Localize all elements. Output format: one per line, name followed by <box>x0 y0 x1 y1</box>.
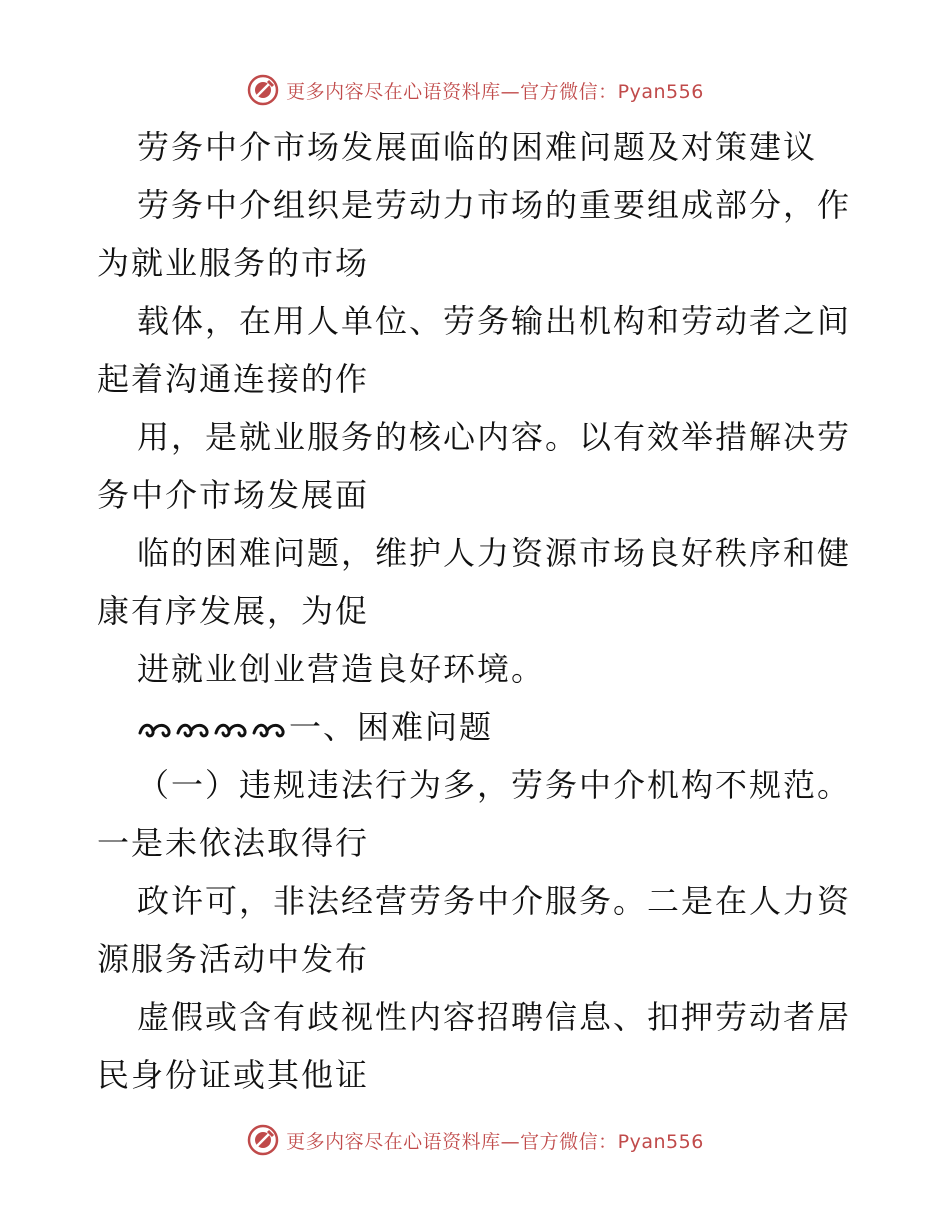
paragraph-line: （一）违规违法行为多，劳务中介机构不规范。 <box>137 766 852 804</box>
paragraph-line: 源服务活动中发布 <box>97 940 370 978</box>
paragraph-line: 载体，在用人单位、劳务输出机构和劳动者之间 <box>137 302 852 340</box>
footer-banner <box>0 1120 950 1160</box>
document-body <box>97 118 857 1104</box>
paragraph-line: 一是未依法取得行 <box>97 824 370 862</box>
paragraph-line: 临的困难问题，维护人力资源市场良好秩序和健 <box>137 534 852 572</box>
paragraph-line: 起着沟通连接的作 <box>97 360 370 398</box>
section-heading: 一、困难问题 <box>97 698 857 756</box>
doc-title: 劳务中介市场发展面临的困难问题及对策建议 <box>137 128 818 166</box>
paragraph-line: 康有序发展，为促 <box>97 592 370 630</box>
paragraph-line: 用，是就业服务的核心内容。以有效举措解决劳 <box>137 418 852 456</box>
pen-seal-icon <box>246 73 280 107</box>
paragraph-line: 进就业创业营造良好环境。 <box>137 650 546 688</box>
banner-text: 更多内容尽在心语资料库—官方微信：Pyan556 <box>286 1130 704 1153</box>
paragraph-line: 劳务中介组织是劳动力市场的重要组成部分，作 <box>137 186 852 224</box>
banner-text: 更多内容尽在心语资料库—官方微信：Pyan556 <box>286 80 704 103</box>
header-banner <box>0 70 950 110</box>
paragraph-line: 政许可，非法经营劳务中介服务。二是在人力资 <box>137 882 852 920</box>
paragraph-line: 为就业服务的市场 <box>97 244 370 282</box>
paragraph-line: 虚假或含有歧视性内容招聘信息、扣押劳动者居 <box>137 998 852 1036</box>
ornament-icon <box>137 698 289 756</box>
paragraph-line: 务中介市场发展面 <box>97 476 370 514</box>
paragraph-line: 民身份证或其他证 <box>97 1056 370 1094</box>
pen-seal-icon <box>246 1123 280 1157</box>
